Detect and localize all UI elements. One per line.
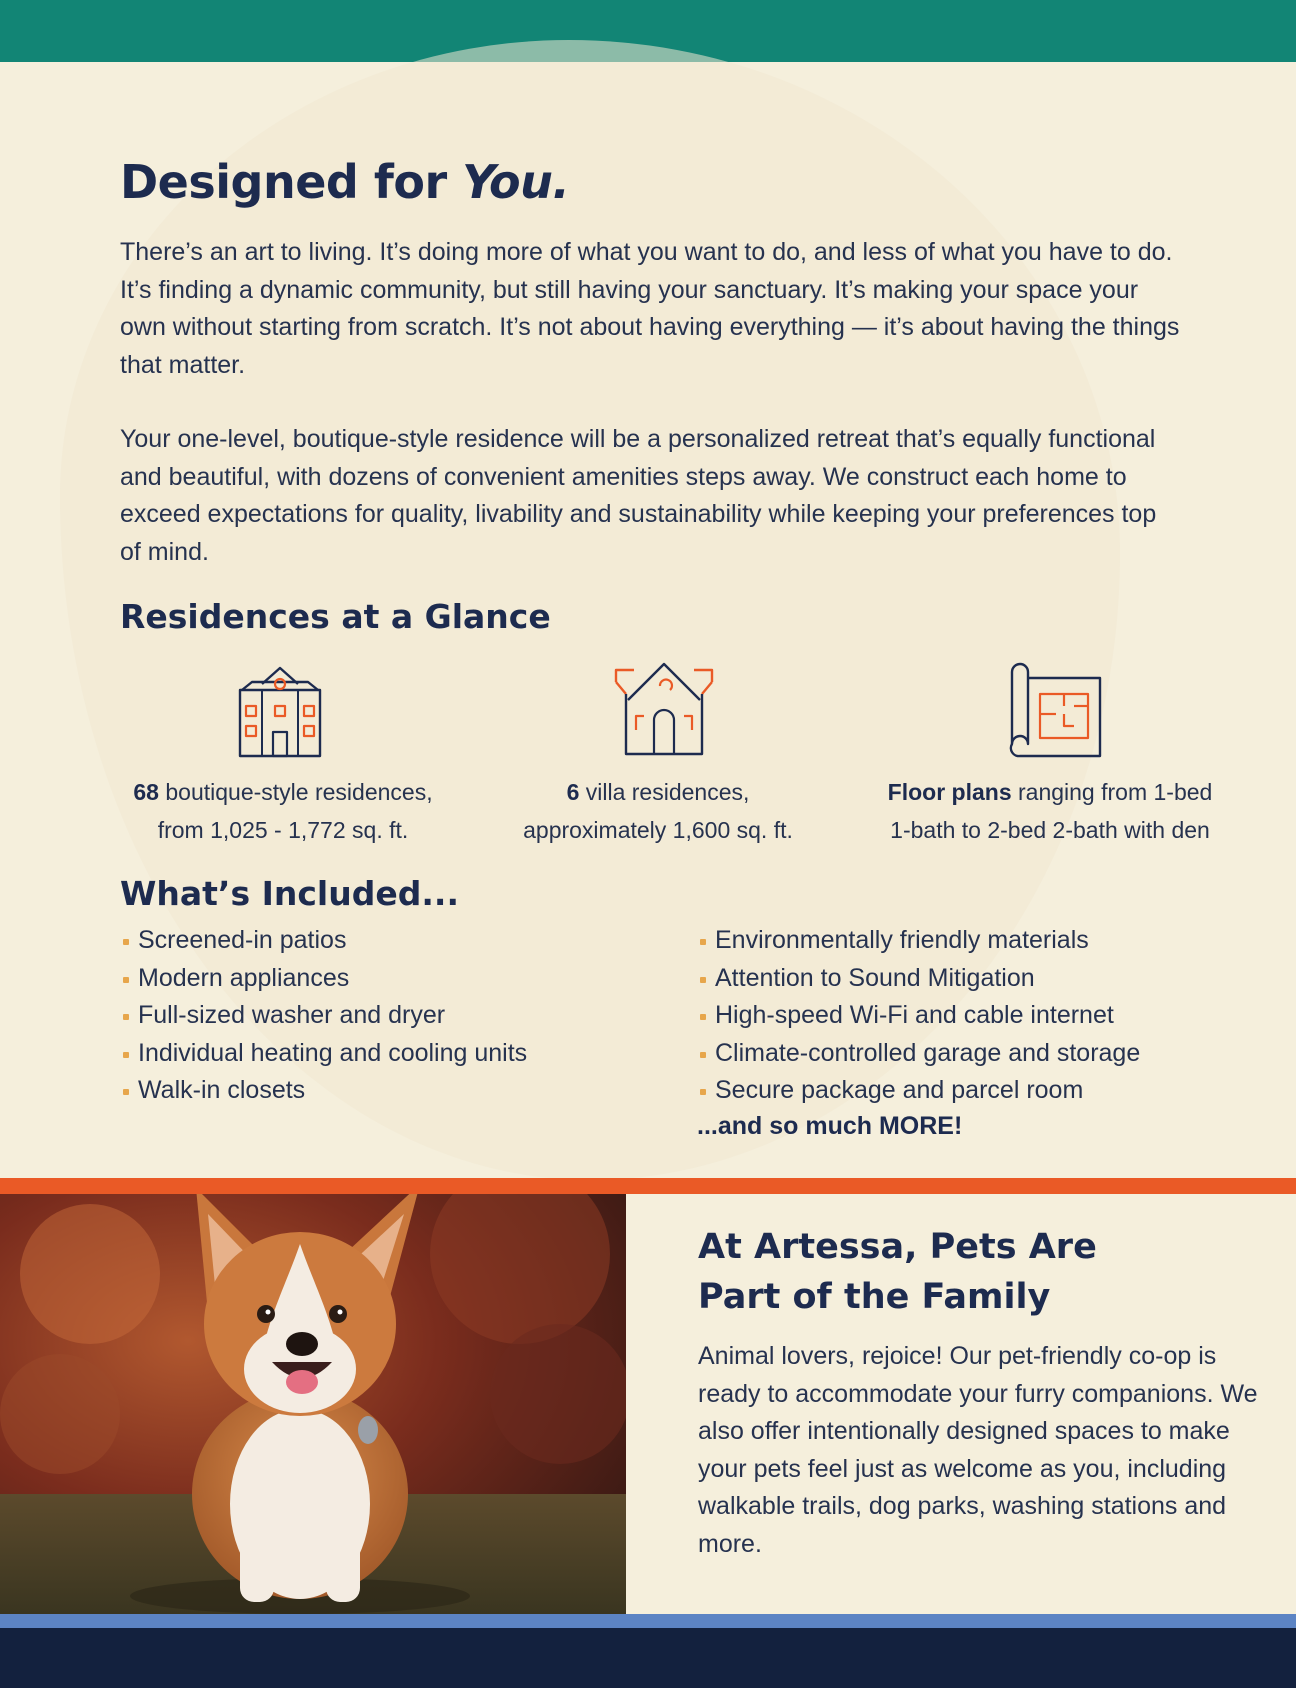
list-item: Environmentally friendly materials (697, 922, 1140, 960)
stat-villas-line2: approximately 1,600 sq. ft. (523, 817, 793, 843)
list-item: Walk-in closets (120, 1072, 527, 1110)
stat-floor-plans-line1: ranging from 1-bed (1011, 779, 1213, 805)
title-emphasis: You. (462, 155, 570, 209)
bottom-color-band (0, 1628, 1296, 1688)
included-list-left (120, 922, 527, 1110)
list-item: Secure package and parcel room (697, 1072, 1140, 1110)
pets-heading-line2: Part of the Family (698, 1277, 1051, 1317)
blue-divider (0, 1614, 1296, 1628)
corgi-photo (0, 1194, 626, 1614)
list-item: Climate-controlled garage and storage (697, 1035, 1140, 1073)
list-item: Individual heating and cooling units (120, 1035, 527, 1073)
stat-villas-line1: villa residences, (579, 779, 750, 805)
included-list-right (697, 922, 1140, 1110)
and-more-text: ...and so much MORE! (697, 1112, 963, 1140)
floor-plan-icon (1000, 662, 1106, 758)
stat-floor-plans-label: Floor plans (887, 779, 1012, 805)
villa-icon (612, 658, 716, 758)
page-title (120, 155, 569, 209)
stat-residences-count: 68 (133, 779, 159, 805)
list-item: Full-sized washer and dryer (120, 997, 527, 1035)
stat-floor-plans-line2: 1-bath to 2-bed 2-bath with den (890, 817, 1210, 843)
pets-paragraph: Animal lovers, rejoice! Our pet-friendly co-op is ready to accommodate your furry companions. We also offer intentionally designed spaces to make your pets feel just as welcome as you, including walkable trails, dog parks, washing stations and more. (698, 1342, 1258, 1558)
list-item: Modern appliances (120, 960, 527, 998)
stat-villas (478, 773, 838, 849)
included-heading: What’s Included... (120, 874, 459, 913)
stat-residences-line1: boutique-style residences, (158, 779, 433, 805)
stat-floor-plans (870, 773, 1230, 849)
glance-heading: Residences at a Glance (120, 597, 551, 636)
list-item: High-speed Wi-Fi and cable internet (697, 997, 1140, 1035)
stat-residences (103, 773, 463, 849)
building-icon (232, 660, 328, 758)
stat-villas-count: 6 (566, 779, 580, 805)
orange-divider (0, 1178, 1296, 1194)
list-item: Attention to Sound Mitigation (697, 960, 1140, 998)
list-item: Screened-in patios (120, 922, 527, 960)
pets-heading (698, 1222, 1258, 1322)
stat-residences-line2: from 1,025 - 1,772 sq. ft. (157, 817, 409, 843)
pets-heading-line1: At Artessa, Pets Are (698, 1227, 1097, 1267)
intro-paragraph-2: Your one-level, boutique-style residence will be a personalized retreat that’s equally functional and beautiful, with dozens of convenient amenities steps away. We construct each home to exceed expectations for quality, livability and sustainability while keeping your preferences top of mind. (120, 425, 1157, 566)
title-lead: Designed for (120, 155, 463, 209)
intro-paragraph-1: There’s an art to living. It’s doing more of what you want to do, and less of what you have to do. It’s finding a dynamic community, but still having your sanctuary. It’s making your space your own without starting from scratch. It’s not about having everything — it’s about having the things that matter. (120, 238, 1180, 379)
